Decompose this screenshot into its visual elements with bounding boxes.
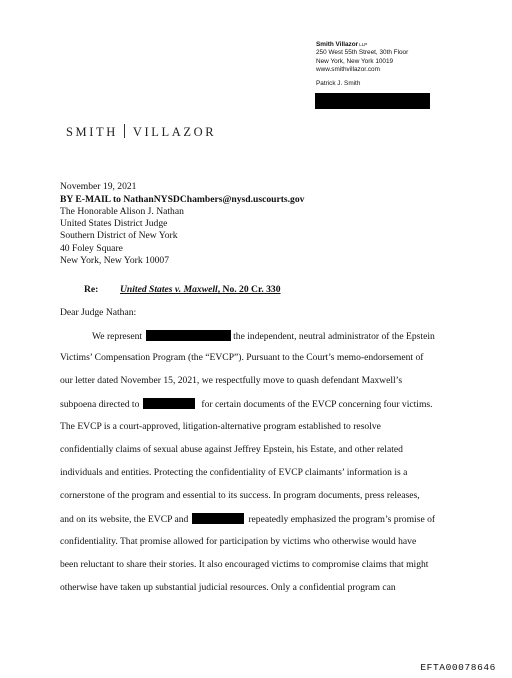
firm-address-line1: 250 West 55th Street, 30th Floor xyxy=(316,49,409,57)
recipient-line: The Honorable Alison J. Nathan xyxy=(60,206,184,217)
body-line xyxy=(92,330,435,342)
body-text: We represent xyxy=(92,331,143,342)
body-line: otherwise have taken up substantial judicial resources. Only a confidential program can xyxy=(60,582,396,593)
body-line: cornerstone of the program and essential to its success. In program documents, press releases, xyxy=(60,490,420,501)
bates-number: EFTA00078646 xyxy=(420,662,496,673)
recipient-line: New York, New York 10007 xyxy=(60,254,170,266)
case-name: United States v. Maxwell xyxy=(120,284,218,295)
letter-date: November 19, 2021 xyxy=(60,181,137,192)
body-text: for certain documents of the EVCP concerning four victims. xyxy=(201,399,433,410)
salutation: Dear Judge Nathan: xyxy=(60,307,137,318)
logo-left-text: SMITH xyxy=(66,125,118,139)
re-case xyxy=(120,284,281,295)
firm-address-line2: New York, New York 10019 xyxy=(316,57,394,65)
re-label: Re: xyxy=(84,284,99,295)
body-line: confidentiality. That promise allowed for participation by victims who otherwise would have xyxy=(60,536,417,547)
partner-name: Patrick J. Smith xyxy=(316,80,361,88)
redaction-box xyxy=(143,398,195,409)
recipient-block xyxy=(60,206,184,267)
body-line: been reluctant to share their stories. It also encouraged victims to compromise claims that might xyxy=(60,559,429,570)
letterhead-address-block xyxy=(316,41,408,88)
body-line xyxy=(60,513,435,525)
body-line: individuals and entities. Protecting the confidentiality of EVCP claimants’ information is a xyxy=(60,467,408,478)
body-text: subpoena directed to xyxy=(60,399,140,410)
firm-suffix: LLP xyxy=(359,42,368,47)
firm-logo xyxy=(66,124,216,140)
body-line xyxy=(60,398,433,410)
logo-right-text: VILLAZOR xyxy=(132,125,217,139)
recipient-line: United States District Judge xyxy=(60,218,168,230)
redaction-box xyxy=(315,93,430,109)
body-line: confidentially claims of sexual abuse against Jeffrey Epstein, his Estate, and other related xyxy=(60,444,403,455)
redaction-box xyxy=(146,330,231,341)
body-line: The EVCP is a court-approved, litigation-alternative program established to resolve xyxy=(60,421,381,432)
firm-name-text: Smith Villazor xyxy=(316,41,359,48)
body-text: and on its website, the EVCP and xyxy=(60,514,189,525)
body-line: our letter dated November 15, 2021, we respectfully move to quash defendant Maxwell’s xyxy=(60,375,403,386)
body-text: repeatedly emphasized the program’s promise of xyxy=(248,514,436,525)
recipient-line: 40 Foley Square xyxy=(60,242,123,254)
delivery-line: BY E-MAIL to NathanNYSDChambers@nysd.uscourts.gov xyxy=(60,194,305,205)
redaction-box xyxy=(192,513,244,524)
body-line: Victims’ Compensation Program (the “EVCP”). Pursuant to the Court’s memo-endorsement of xyxy=(60,352,424,363)
firm-website: www.smithvillazor.com xyxy=(316,65,380,73)
case-number: , No. 20 Cr. 330 xyxy=(217,284,281,295)
logo-divider xyxy=(124,124,125,138)
body-text: the independent, neutral administrator of the Epstein xyxy=(233,331,435,342)
recipient-line: Southern District of New York xyxy=(60,230,178,242)
firm-name xyxy=(316,41,408,49)
